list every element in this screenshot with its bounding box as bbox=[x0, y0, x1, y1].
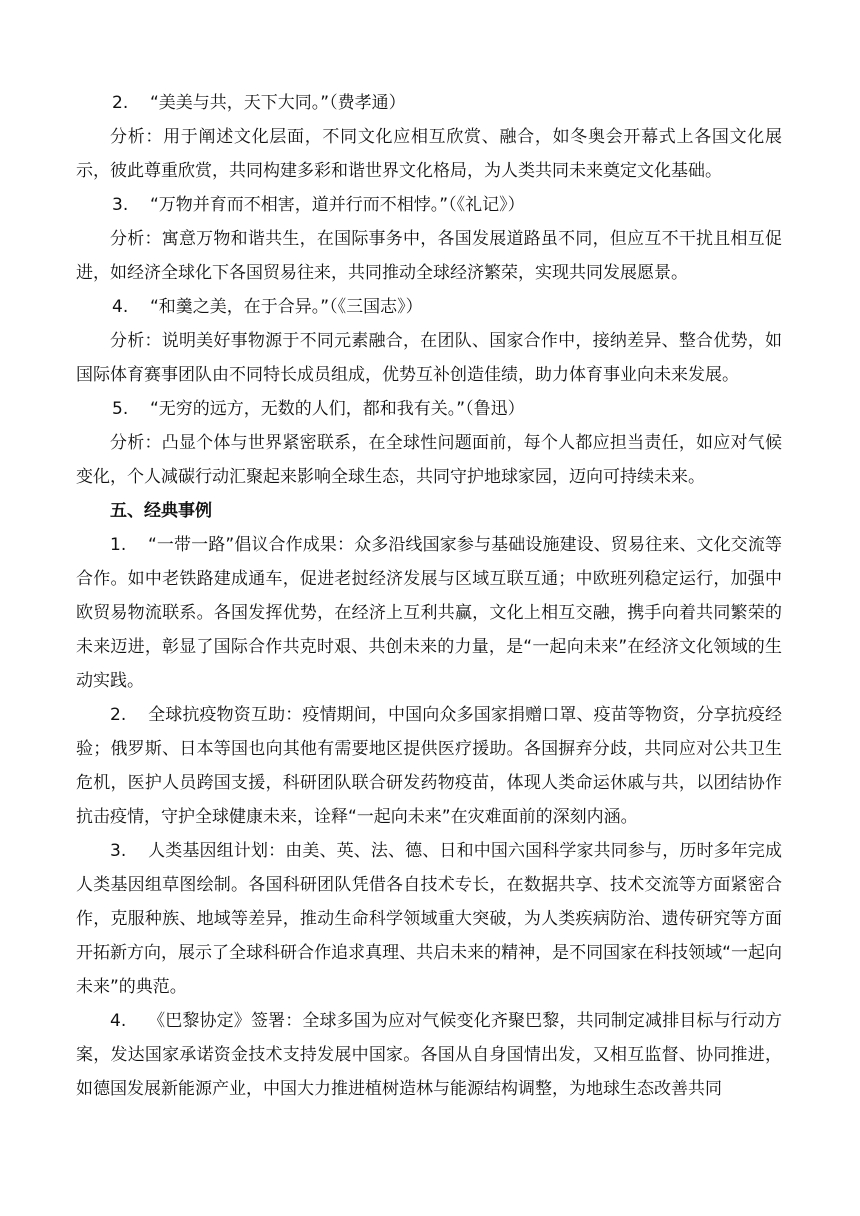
quote-text: “无穷的远方，无数的人们，都和我有关。”（鲁迅） bbox=[150, 399, 525, 419]
quote-analysis: 分析：寓意万物和谐共生，在国际事务中，各国发展道路虽不同，但应互不干扰且相互促进，如经济全球化下各国贸易往来，共同推动全球经济繁荣，实现共同发展愿景。 bbox=[76, 229, 782, 283]
quote-number: 2. bbox=[112, 93, 129, 113]
quote-number: 5. bbox=[112, 399, 129, 419]
case-text: 人类基因组计划：由美、英、法、德、日和中国六国科学家共同参与，历时多年完成人类基因组草图绘制。各国科研团队凭借各自技术专长，在数据共享、技术交流等方面紧密合作，克服种族、地域等差异，推动生命科学领域重大突破，为人类疾病防治、遗传研究等方面开拓新方向，展示了全球科研合作追求真理、共启未来的精神，是不同国家在科技领域“一起向未来”的典范。 bbox=[76, 841, 782, 997]
case-item bbox=[76, 698, 782, 834]
case-item bbox=[76, 528, 782, 698]
section-heading: 五、经典事例 bbox=[110, 501, 212, 521]
quote-item bbox=[76, 290, 782, 324]
document-body bbox=[76, 86, 782, 1106]
case-number: 3. bbox=[110, 841, 127, 861]
case-number: 4. bbox=[110, 1011, 127, 1031]
case-text: “一带一路”倡议合作成果：众多沿线国家参与基础设施建设、贸易往来、文化交流等合作。如中老铁路建成通车，促进老挝经济发展与区域互联互通；中欧班列稳定运行，加强中欧贸易物流联系。各国发挥优势，在经济上互利共赢，文化上相互交融，携手向着共同繁荣的未来迈进，彰显了国际合作共克时艰、共创未来的力量，是“一起向未来”在经济文化领域的生动实践。 bbox=[76, 535, 782, 691]
quote-text: “万物并育而不相害，道并行而不相悖。”（《礼记》） bbox=[150, 195, 525, 215]
quote-number: 4. bbox=[112, 297, 129, 317]
case-text: 全球抗疫物资互助：疫情期间，中国向众多国家捐赠口罩、疫苗等物资，分享抗疫经验；俄罗斯、日本等国也向其他有需要地区提供医疗援助。各国摒弃分歧，共同应对公共卫生危机，医护人员跨国支援，科研团队联合研发药物疫苗，体现人类命运休戚与共，以团结协作抗击疫情，守护全球健康未来，诠释“一起向未来”在灾难面前的深刻内涵。 bbox=[76, 705, 782, 827]
quote-analysis: 分析：凸显个体与世界紧密联系，在全球性问题面前，每个人都应担当责任，如应对气候变化，个人减碳行动汇聚起来影响全球生态，共同守护地球家园，迈向可持续未来。 bbox=[76, 433, 782, 487]
quote-analysis: 分析：说明美好事物源于不同元素融合，在团队、国家合作中，接纳差异、整合优势，如国际体育赛事团队由不同特长成员组成，优势互补创造佳绩，助力体育事业向未来发展。 bbox=[76, 331, 782, 385]
quote-text: “和羹之美，在于合异。”（《三国志》） bbox=[150, 297, 423, 317]
quote-item bbox=[76, 392, 782, 426]
case-item bbox=[76, 834, 782, 1004]
quote-item bbox=[76, 86, 782, 120]
quote-text: “美美与共，天下大同。”（费孝通） bbox=[150, 93, 406, 113]
case-number: 2. bbox=[110, 705, 127, 725]
quote-item bbox=[76, 188, 782, 222]
quote-analysis: 分析：用于阐述文化层面，不同文化应相互欣赏、融合，如冬奥会开幕式上各国文化展示，彼此尊重欣赏，共同构建多彩和谐世界文化格局，为人类共同未来奠定文化基础。 bbox=[76, 127, 782, 181]
case-text: 《巴黎协定》签署：全球多国为应对气候变化齐聚巴黎，共同制定减排目标与行动方案，发达国家承诺资金技术支持发展中国家。各国从自身国情出发，又相互监督、协同推进，如德国发展新能源产业，中国大力推进植树造林与能源结构调整，为地球生态改善共同 bbox=[76, 1011, 782, 1099]
case-item bbox=[76, 1004, 782, 1106]
quote-number: 3. bbox=[112, 195, 129, 215]
case-number: 1. bbox=[110, 535, 127, 555]
